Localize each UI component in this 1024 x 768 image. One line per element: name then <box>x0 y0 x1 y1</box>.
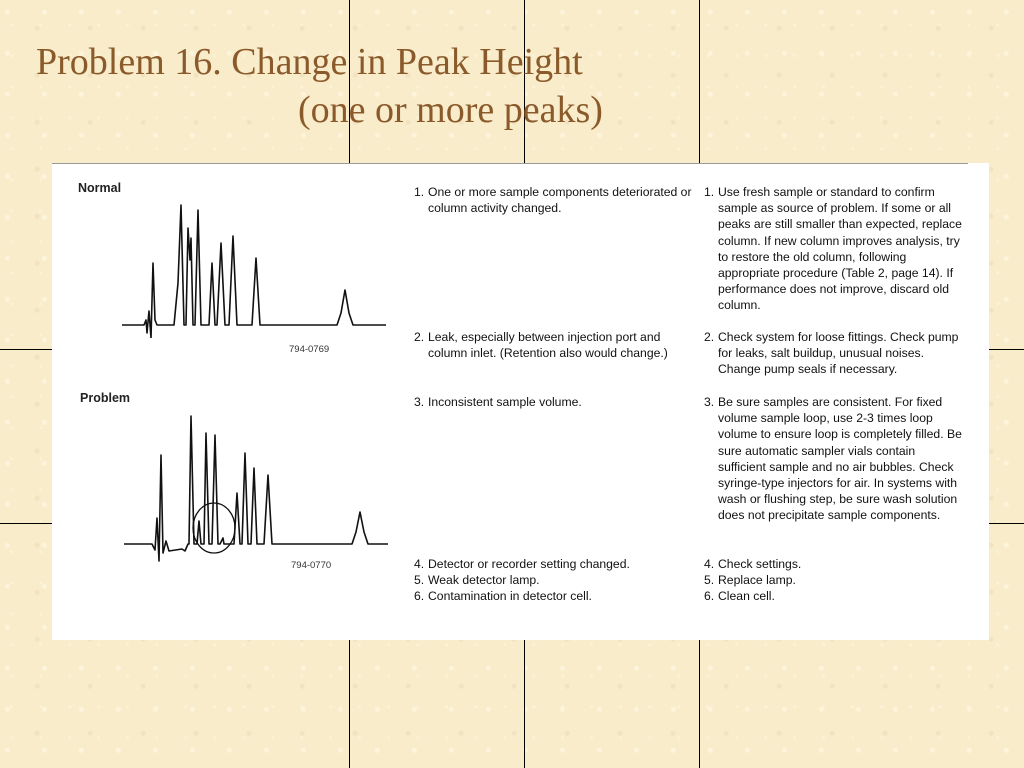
normal-trace <box>122 205 386 338</box>
grid-line-h1-left <box>0 349 54 350</box>
solution-5: 5. Replace lamp. <box>704 573 796 587</box>
problem-label: Problem <box>80 391 131 405</box>
solution-2: 2. Check system for loose fittings. Check pump for leaks, salt buildup, unusual noises. Change pump seals if necessary. <box>704 330 959 377</box>
solution-6: 6. Clean cell. <box>704 589 775 603</box>
grid-line-h2-left <box>0 523 54 524</box>
slide-title <box>36 38 603 134</box>
cause-6: 6. Contamination in detector cell. <box>414 589 592 603</box>
cause-5: 5. Weak detector lamp. <box>414 573 540 587</box>
cause-1: 1. One or more sample components deteriorated or column activity changed. <box>414 185 692 216</box>
problem-chromatogram <box>124 413 389 568</box>
normal-label: Normal <box>78 181 122 195</box>
cause-4: 4. Detector or recorder setting changed. <box>414 557 630 571</box>
solution-3: 3. Be sure samples are consistent. For fixed volume sample loop, use 2-3 times loop volume to ensure loop is completely filled. Be sure automatic sampler vials contain sufficient sample and no air bubbles. Check syringe-type injectors for air. In systems with wash or flushing step, be sure wash solution does not precipitate sample components. <box>704 395 962 523</box>
panel-top-rule <box>52 163 968 164</box>
grid-line-h1-right <box>988 349 1024 350</box>
slide-title-line1: Problem 16. Change in Peak Height <box>36 41 583 83</box>
cause-3: 3. Inconsistent sample volume. <box>414 395 582 409</box>
troubleshooting-panel <box>52 163 989 640</box>
normal-code: 794-0769 <box>289 344 330 355</box>
solution-4: 4. Check settings. <box>704 557 802 571</box>
slide-title-line2: (one or more peaks) <box>298 89 603 131</box>
solution-1: 1. Use fresh sample or standard to confirm sample as source of problem. If some or all peaks are still smaller than expected, replace column. If new column improves analysis, try to restore the old column, following appropriate procedure (Table 2, page 14). If performance does not improve, discard old column. <box>704 185 962 313</box>
normal-chromatogram <box>122 198 387 338</box>
cause-2: 2. Leak, especially between injection port and column inlet. (Retention also would change.) <box>414 330 668 361</box>
problem-code: 794-0770 <box>291 560 332 571</box>
grid-line-h2-right <box>988 523 1024 524</box>
problem-trace <box>124 416 388 561</box>
